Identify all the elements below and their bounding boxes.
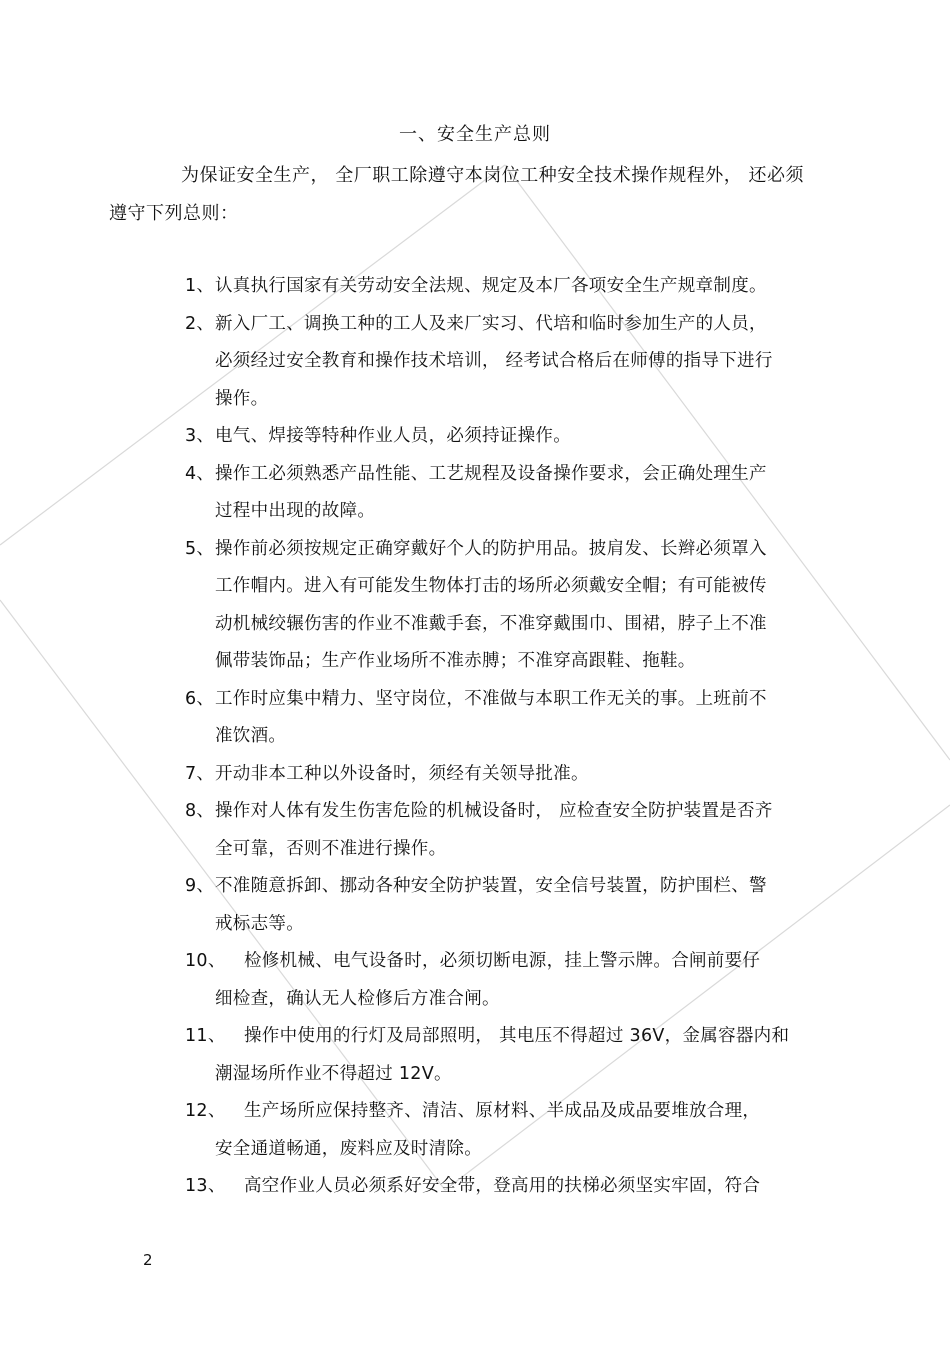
rule-item bbox=[185, 756, 810, 794]
rule-line: 操作中使用的行灯及局部照明， 其电压不得超过 36V，金属容器内和 bbox=[244, 1026, 790, 1046]
rule-item bbox=[185, 531, 810, 681]
rule-line: 开动非本工种以外设备时，须经有关领导批准。 bbox=[215, 763, 589, 784]
rule-line: 准饮酒。 bbox=[215, 726, 287, 746]
rule-line: 不准随意拆卸、挪动各种安全防护装置，安全信号装置，防护围栏、警 bbox=[215, 876, 767, 896]
rule-item bbox=[185, 456, 810, 531]
rule-item bbox=[185, 1018, 810, 1093]
rule-number: 8、 bbox=[185, 801, 215, 821]
rule-item bbox=[185, 681, 810, 756]
rule-number: 1、 bbox=[185, 276, 215, 296]
rule-line: 潮湿场所作业不得超过 12V。 bbox=[215, 1063, 452, 1084]
rule-number: 4、 bbox=[185, 463, 215, 484]
rule-line: 操作前必须按规定正确穿戴好个人的防护用品。披肩发、长辫必须罩入 bbox=[215, 538, 767, 559]
rule-line: 必须经过安全教育和操作技术培训， 经考试合格后在师傅的指导下进行 bbox=[215, 351, 773, 371]
rule-item bbox=[185, 268, 810, 306]
rule-line: 新入厂工、调换工种的工人及来厂实习、代培和临时参加生产的人员， bbox=[215, 313, 767, 334]
rule-line: 工作帽内。进入有可能发生物体打击的场所必须戴安全帽；有可能被传 bbox=[215, 576, 767, 596]
rule-line: 操作。 bbox=[215, 388, 269, 409]
intro-paragraph bbox=[109, 157, 805, 233]
rule-line: 佩带装饰品；生产作业场所不准赤膊；不准穿高跟鞋、拖鞋。 bbox=[215, 651, 696, 671]
rule-line: 操作工必须熟悉产品性能、工艺规程及设备操作要求，会正确处理生产 bbox=[215, 463, 767, 484]
rule-line: 认真执行国家有关劳动安全法规、规定及本厂各项安全生产规章制度。 bbox=[215, 276, 767, 296]
rule-number: 5、 bbox=[185, 538, 215, 559]
rule-line: 检修机械、电气设备时，必须切断电源，挂上警示牌。合闸前要仔 bbox=[244, 951, 761, 971]
document-title: 一、安全生产总则 bbox=[399, 124, 551, 145]
rule-number: 10、 bbox=[185, 951, 226, 971]
rule-number: 12、 bbox=[185, 1101, 226, 1121]
rule-line: 安全通道畅通，废料应及时清除。 bbox=[215, 1138, 482, 1159]
rule-item bbox=[185, 1093, 810, 1168]
intro-line: 遵守下列总则： bbox=[109, 203, 239, 224]
rule-number: 7、 bbox=[185, 763, 215, 784]
rule-number: 3、 bbox=[185, 426, 215, 446]
page-number: 2 bbox=[143, 1251, 153, 1269]
rule-line: 高空作业人员必须系好安全带，登高用的扶梯必须坚实牢固，符合 bbox=[244, 1176, 761, 1196]
rule-item bbox=[185, 418, 810, 456]
intro-line: 为保证安全生产， 全厂职工除遵守本岗位工种安全技术操作规程外， 还必须 bbox=[181, 165, 804, 186]
rule-item bbox=[185, 1168, 810, 1206]
rule-item bbox=[185, 793, 810, 868]
rule-item bbox=[185, 306, 810, 419]
rule-line: 工作时应集中精力、坚守岗位，不准做与本职工作无关的事。上班前不 bbox=[215, 688, 767, 709]
rule-line: 动机械绞辗伤害的作业不准戴手套，不准穿戴围巾、围裙，脖子上不准 bbox=[215, 613, 767, 634]
rule-line: 全可靠，否则不准进行操作。 bbox=[215, 838, 447, 859]
rule-line: 生产场所应保持整齐、清洁、原材料、半成品及成品要堆放合理， bbox=[244, 1101, 761, 1121]
rule-line: 操作对人体有发生伤害危险的机械设备时， 应检查安全防护装置是否齐 bbox=[215, 801, 773, 821]
rule-line: 细检查，确认无人检修后方准合闸。 bbox=[215, 988, 500, 1009]
rule-line: 戒标志等。 bbox=[215, 913, 304, 934]
rule-number: 13、 bbox=[185, 1176, 226, 1196]
rule-number: 9、 bbox=[185, 876, 215, 896]
rule-line: 过程中出现的故障。 bbox=[215, 501, 376, 521]
rule-number: 2、 bbox=[185, 313, 215, 334]
rule-item bbox=[185, 943, 810, 1018]
rule-number: 11、 bbox=[185, 1026, 226, 1046]
rules-list bbox=[185, 268, 810, 1206]
rule-number: 6、 bbox=[185, 688, 215, 709]
rule-line: 电气、焊接等特种作业人员，必须持证操作。 bbox=[215, 426, 571, 446]
rule-item bbox=[185, 868, 810, 943]
